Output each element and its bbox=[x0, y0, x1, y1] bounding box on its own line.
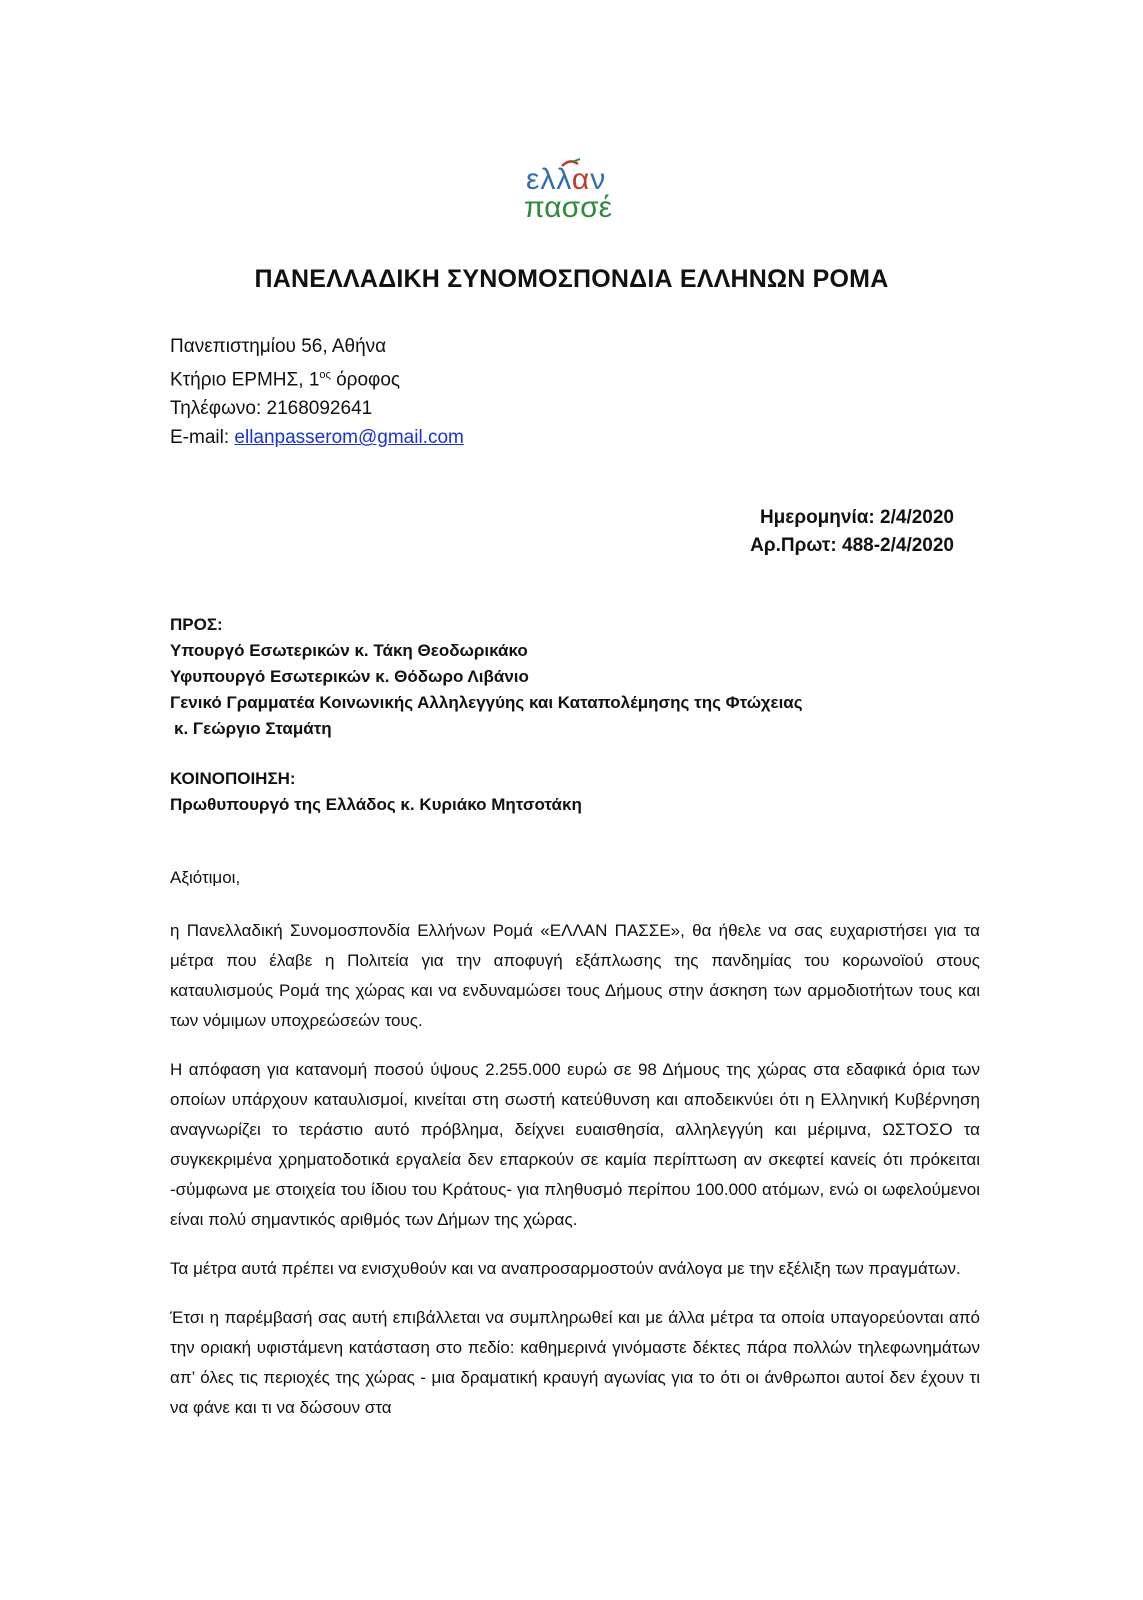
salutation: Αξιότιμοι, bbox=[170, 868, 241, 887]
body-paragraph: Η απόφαση για κατανομή ποσού ύψους 2.255.000 ευρώ σε 98 Δήμους της χώρας στα εδαφικά όρια των οποίων υπάρχουν καταυλισμοί, κινείται στη σωστή κατεύθυνση και αποδεικνύει ότι η Ελληνική Κυβέρνηση αναγνωρίζει το τεράστιο αυτό πρόβλημα, δείχνει ευαισθησία, αλληλεγγύη και μέριμνα, ΩΣΤΟΣΟ τα συγκεκριμένα χρηματοδοτικά εργαλεία δεν επαρκούν σε καμία περίπτωση αν σκεφτεί κανείς ότι πρόκειται -σύμφωνα με στοιχεία του ίδιου του Κράτους- για πληθυσμό περίπου 100.000 ατόμων, ενώ οι ωφελούμενοι είναι πολύ σημαντικός αριθμός των Δήμων της χώρας. bbox=[170, 1060, 980, 1229]
address-building: Κτήριο ΕΡΜΗΣ, $1^{o\varsigma}$ όροφος bbox=[170, 369, 401, 391]
recipients-block bbox=[170, 612, 803, 742]
body-paragraph: Τα μέτρα αυτά πρέπει να ενισχυθούν και να αναπροσαρμοστούν ανάλογα με την εξέλιξη των πραγμάτων. bbox=[170, 1259, 961, 1278]
body-paragraph: Έτσι η παρέμβασή σας αυτή επιβάλλεται να συμπληρωθεί και με άλλα μέτρα τα οποία υπαγορεύονται από την οριακή υφιστάμενη κατάσταση στο πεδίο: καθημερινά γινόμαστε δέκτες πάρα πολλών τηλεφωνημάτων απ’ όλες τις περιοχές της χώρας - μια δραματική κραυγή αγωνίας για το ότι οι άνθρωποι αυτοί δεν έχουν τι να φάνε και τι να δώσουν στα bbox=[170, 1308, 980, 1417]
letter-meta bbox=[600, 504, 954, 560]
recipient-item: Υπουργό Εσωτερικών κ. Τάκη Θεοδωρικάκο bbox=[170, 641, 528, 660]
organization-title: ΠΑΝΕΛΛΑΔΙΚΗ ΣΥΝΟΜΟΣΠΟΝΔΙΑ ΕΛΛΗΝΩΝ ΡΟΜΑ bbox=[254, 265, 889, 293]
address-street: Πανεπιστημίου 56, Αθήνα bbox=[170, 336, 387, 357]
address-email: E-mail: ellanpasserom@gmail.com bbox=[170, 427, 464, 449]
cc-block bbox=[170, 766, 582, 818]
recipients-label: ΠΡΟΣ: bbox=[170, 615, 223, 634]
recipient-item: κ. Γεώργιο Σταμάτη bbox=[174, 719, 332, 738]
logo-text-top: ελλαν bbox=[526, 163, 607, 196]
address-block bbox=[170, 332, 464, 452]
organization-logo bbox=[520, 156, 630, 226]
logo-text-bottom: πασσέ bbox=[524, 191, 613, 224]
cc-item: Πρωθυπουργό της Ελλάδος κ. Κυριάκο Μητσοτάκη bbox=[170, 795, 582, 814]
body-paragraph: η Πανελλαδική Συνομοσπονδία Ελλήνων Ρομά «ΕΛΛΑΝ ΠΑΣΣΕ», θα ήθελε να σας ευχαριστήσει για τα μέτρα που έλαβε η Πολιτεία για την αποφυγή εξάπλωσης της πανδημίας του κορωνοϊού στους καταυλισμούς Ρομά της χώρας και να ενδυναμώσει τους Δήμους στην άσκηση των αρμοδιοτήτων τους και των νόμιμων υποχρεώσεών τους. bbox=[170, 921, 980, 1030]
recipient-item: Γενικό Γραμματέα Κοινωνικής Αλληλεγγύης και Καταπολέμησης της Φτώχειας bbox=[170, 693, 803, 712]
cc-label: ΚΟΙΝΟΠΟΙΗΣΗ: bbox=[170, 769, 296, 788]
letter-body bbox=[170, 916, 980, 1442]
recipient-item: Υφυπουργό Εσωτερικών κ. Θόδωρο Λιβάνιο bbox=[170, 667, 529, 686]
letter-protocol-number: Αρ.Πρωτ: 488-2/4/2020 bbox=[750, 535, 954, 556]
email-link[interactable]: ellanpasserom@gmail.com bbox=[234, 427, 464, 449]
address-phone: Τηλέφωνο: 2168092641 bbox=[170, 398, 373, 420]
letter-date: Ημερομηνία: 2/4/2020 bbox=[759, 507, 954, 528]
